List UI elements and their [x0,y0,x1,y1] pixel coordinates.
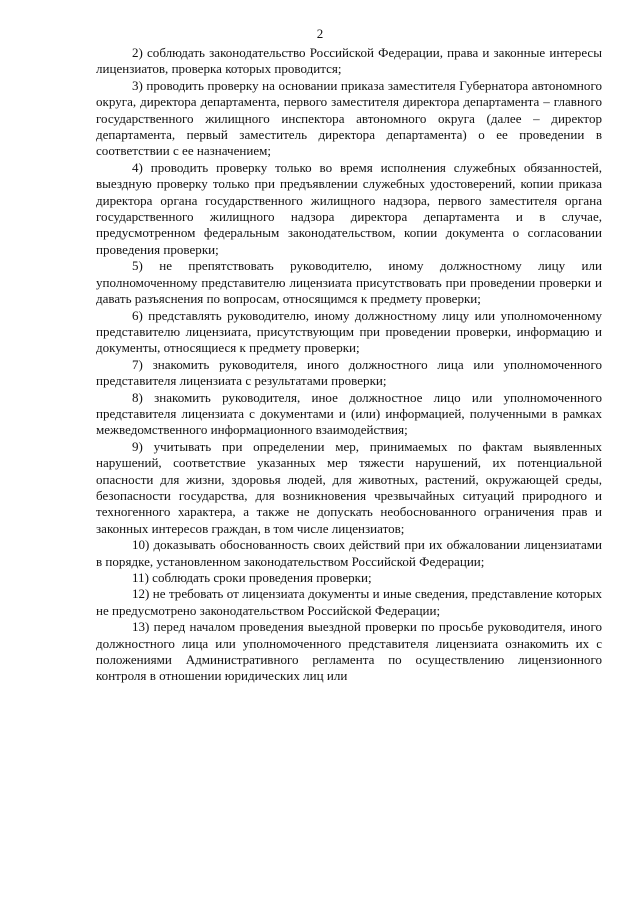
paragraph-item-2: 2) соблюдать законодательство Российской Федерации, права и законные интересы лицензиатов, проверка которых проводится; [96,45,602,77]
paragraph-item-9: 9) учитывать при определении мер, принимаемых по фактам выявленных нарушений, соответствие указанных мер тяжести нарушений, их потенциальной опасности для жизни, здоровья людей, для животных, растений, окружающей среды, безопасности государства, для возникновения чрезвычайных ситуаций природного и техногенного характера, а также не допускать необоснованного ограничения прав и законных интересов граждан, в том числе лицензиатов; [96,438,602,536]
paragraph-item-4: 4) проводить проверку только во время исполнения служебных обязанностей, выездную проверку только при предъявлении служебных удостоверений, копии приказа директора органа государственного жилищного надзора, первого заместителя органа государственного жилищного надзора директора департамента и в случае, предусмотренном федеральным законодательством, копии документа о согласовании проведения проверки; [96,159,602,257]
paragraph-item-3: 3) проводить проверку на основании приказа заместителя Губернатора автономного округа, директора департамента, первого заместителя директора департамента – главного государственного жилищного инспектора автономного округа (далее – директор департамента, первый заместитель директора департамента) о ее проведении в соответствии с ее назначением; [96,77,602,159]
paragraph-item-6: 6) представлять руководителю, иному должностному лицу или уполномоченному представителю лицензиата, присутствующим при проведении проверки, информацию и документы, относящиеся к предмету проверки; [96,307,602,356]
paragraph-item-10: 10) доказывать обоснованность своих действий при их обжаловании лицензиатами в порядке, установленном законодательством Российской Федерации; [96,537,602,569]
paragraph-item-7: 7) знакомить руководителя, иного должностного лица или уполномоченного представителя лицензиата с результатами проверки; [96,356,602,389]
document-body [96,45,602,685]
paragraph-item-12: 12) не требовать от лицензиата документы и иные сведения, представление которых не предусмотрено законодательством Российской Федерации; [96,586,602,618]
paragraph-item-11: 11) соблюдать сроки проведения проверки; [132,570,372,585]
paragraph-item-5: 5) не препятствовать руководителю, иному должностному лицу или уполномоченному представителю лицензиата присутствовать при проведении проверки и давать разъяснения по вопросам, относящимся к предмету проверки; [96,258,602,307]
paragraph-item-8: 8) знакомить руководителя, иное должностное лицо или уполномоченного представителя лицензиата с документами и (или) информацией, полученными в рамках межведомственного информационного взаимодействия; [96,389,602,438]
paragraph-item-13: 13) перед началом проведения выездной проверки по просьбе руководителя, иного должностного лица или уполномоченного представителя лицензиата ознакомить их с положениями Административного регламента по осуществлению лицензионного контроля в отношении юридических лиц или [96,619,602,684]
page-number: 2 [316,26,324,41]
